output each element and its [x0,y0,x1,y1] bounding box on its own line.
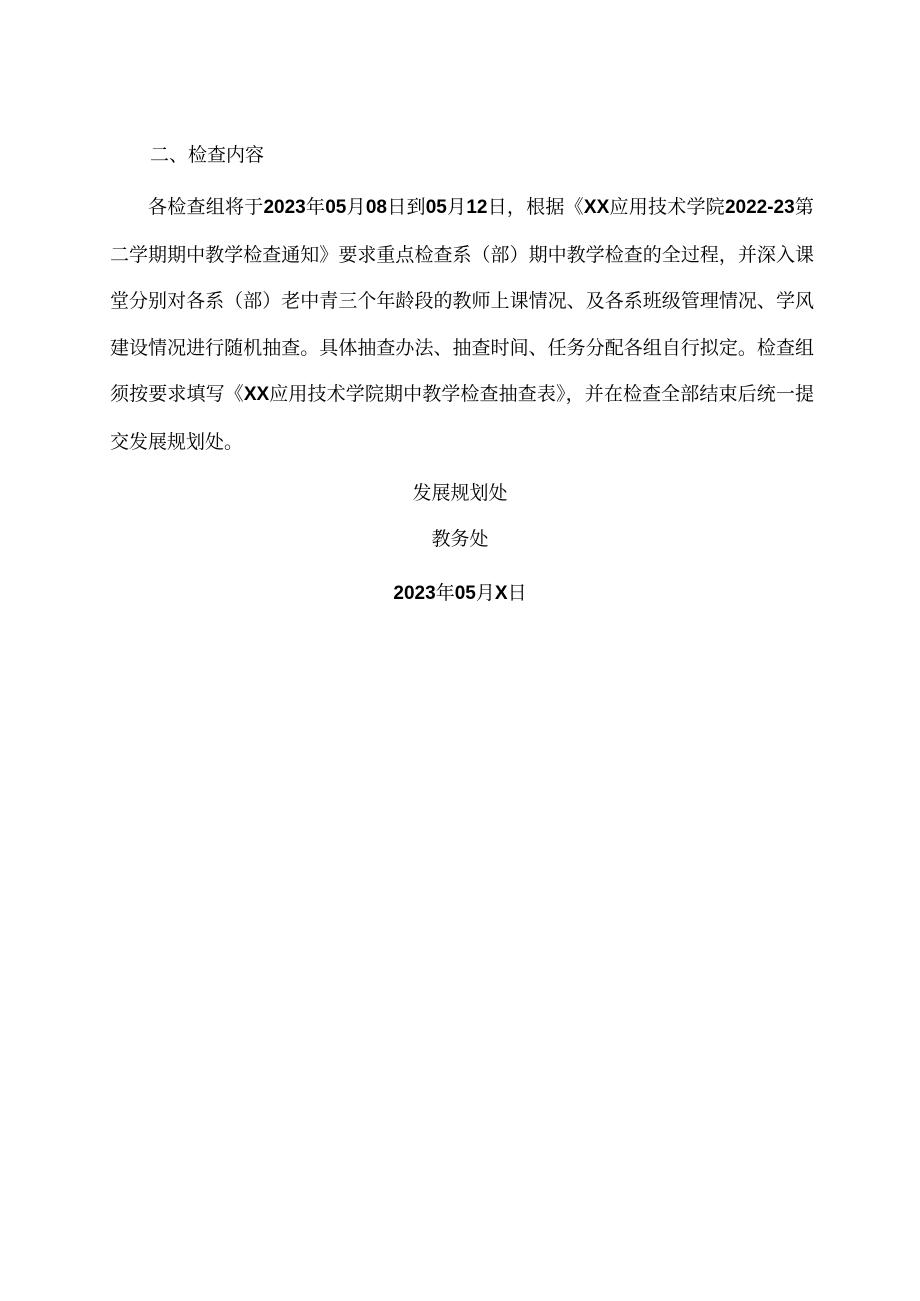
body-paragraph: 各检查组将于2023年05月08日到05月12日，根据《XX应用技术学院2022-23第二学期期中教学检查通知》要求重点检查系（部）期中教学检查的全过程，并深入课堂分别对各系（部）老中青三个年龄段的教师上课情况、及各系班级管理情况、学风建设情况进行随机抽查。具体抽查办法、抽查时间、任务分配各组自行拟定。检查组须按要求填写《XX应用技术学院期中教学检查抽查表》，并在检查全部结束后统一提交发展规划处。 [110,196,814,453]
section-heading: 二、检查内容 [150,144,265,166]
signature-department-academic-affairs: 教务处 [431,528,489,550]
signature-date: 2023年05月X日 [393,582,527,604]
signature-department-planning: 发展规划处 [412,482,508,504]
